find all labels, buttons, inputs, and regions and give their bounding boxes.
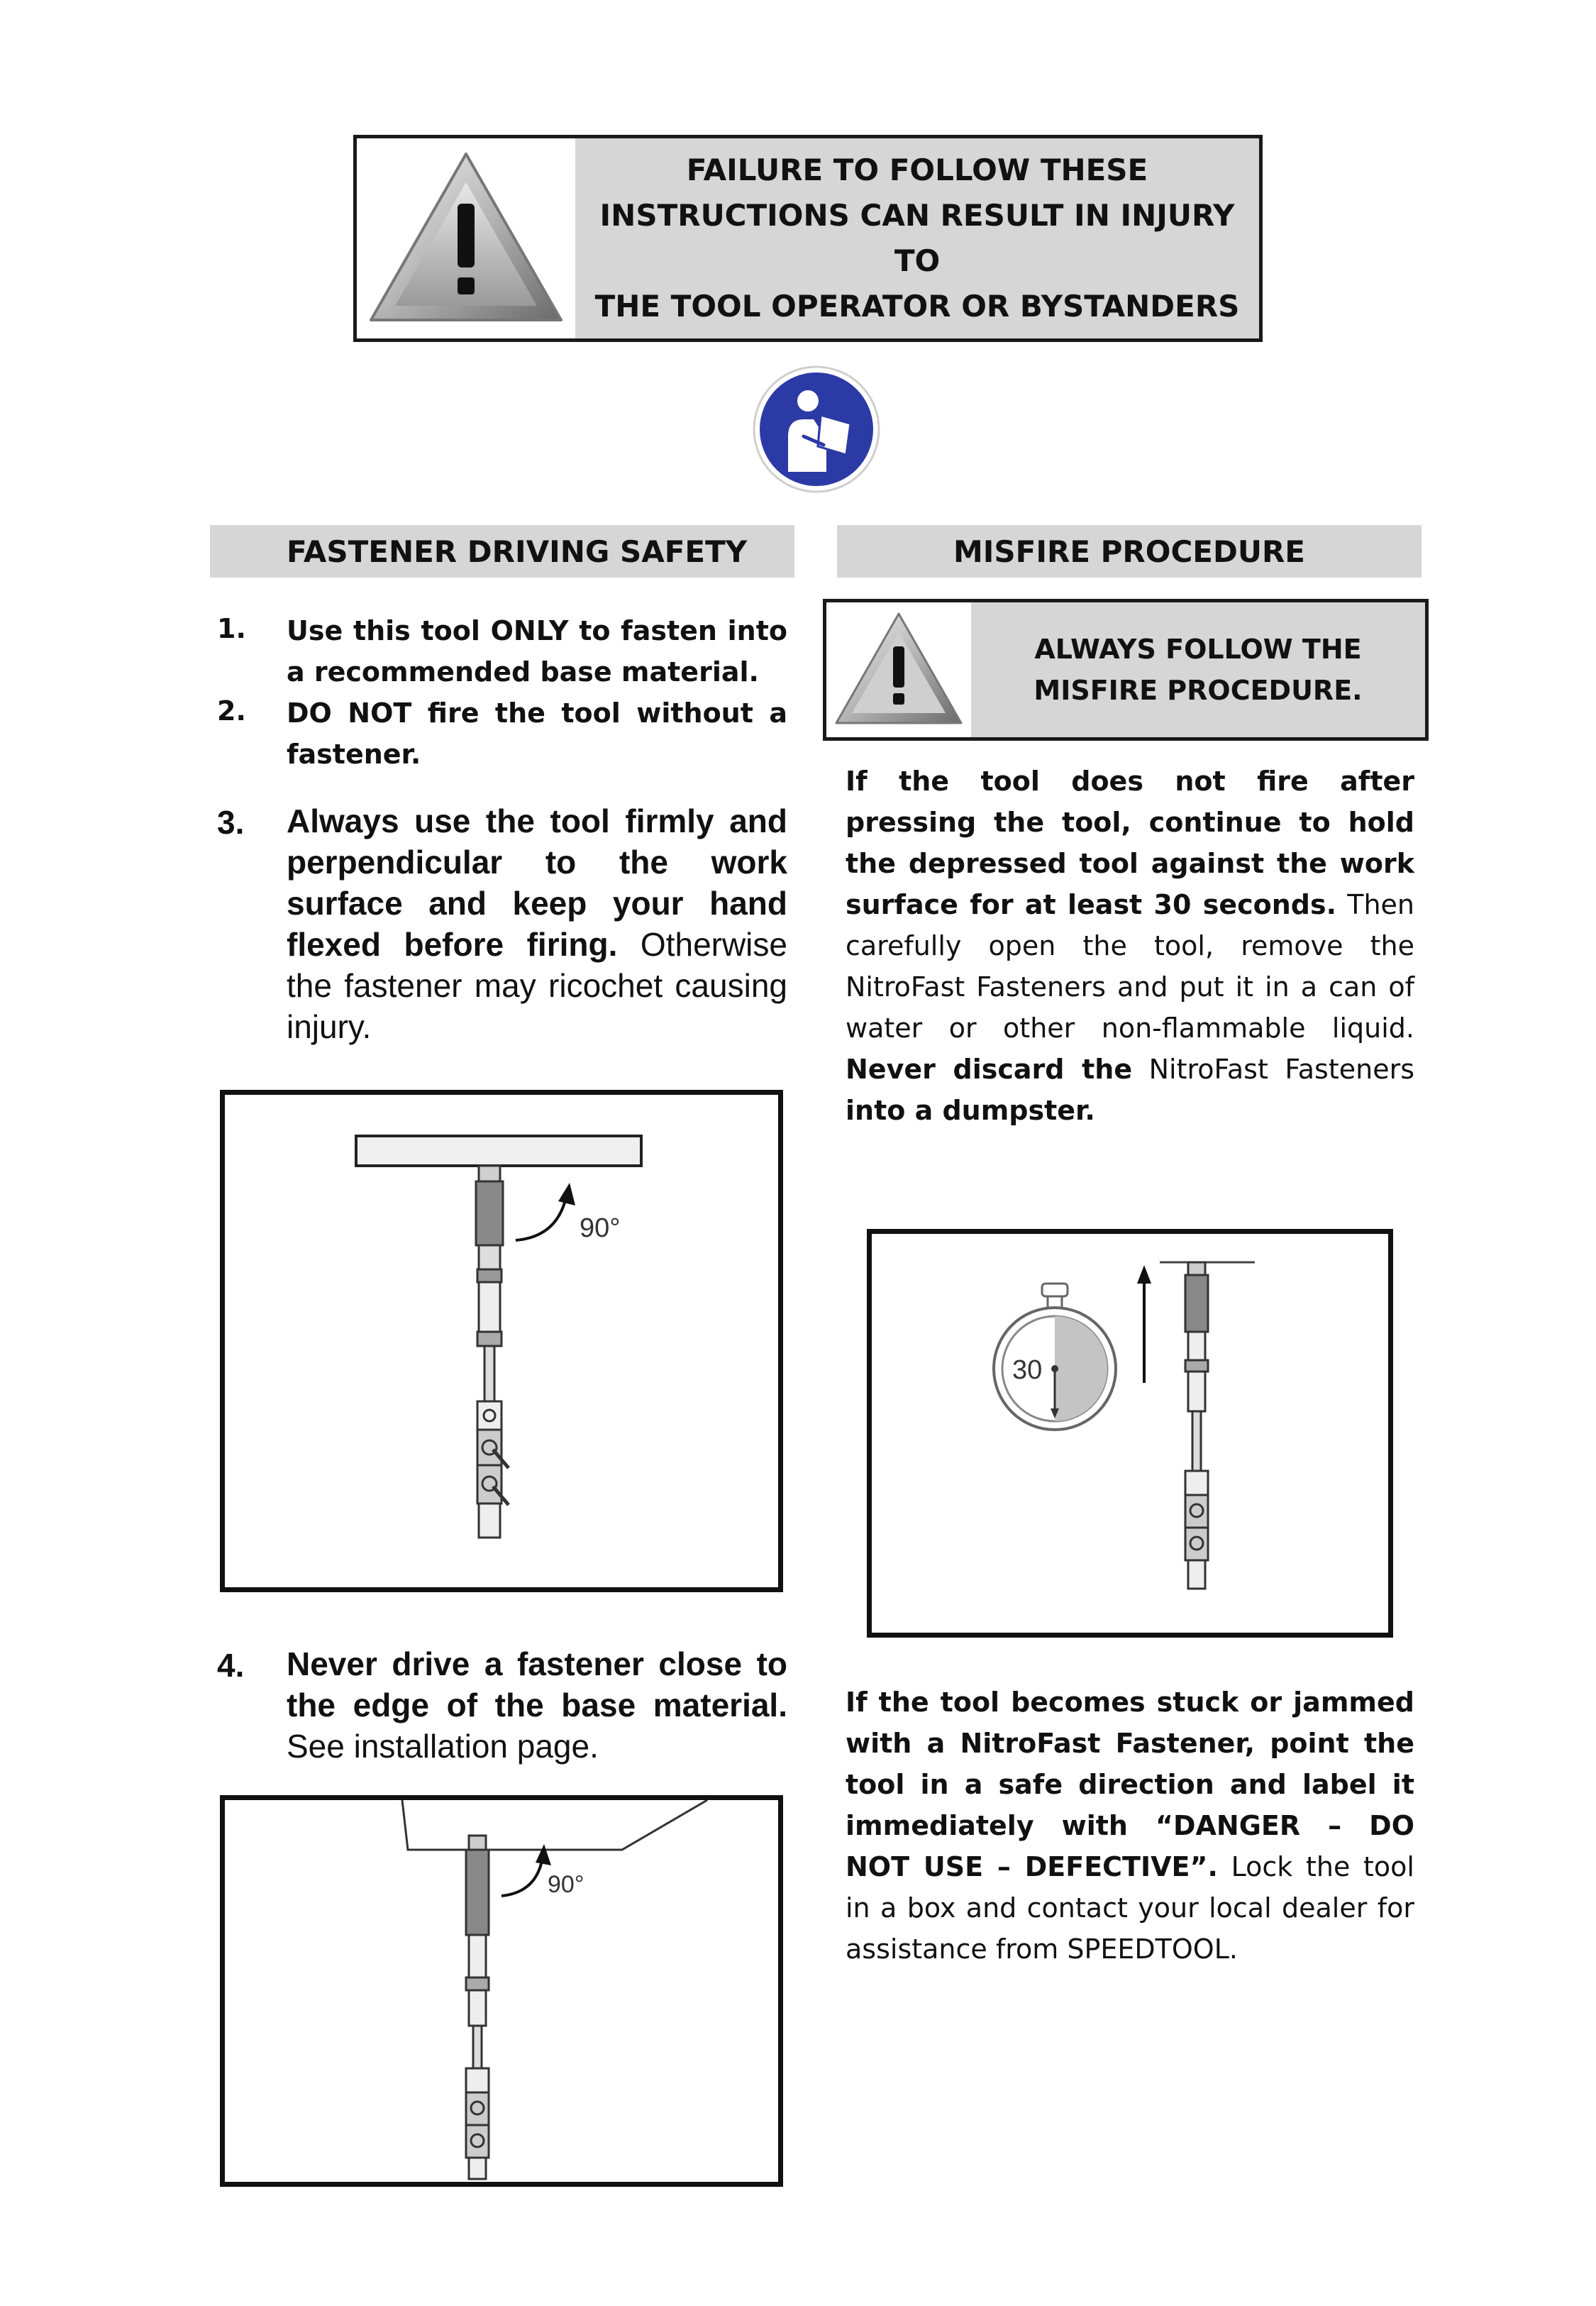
fastener-safety-header: FASTENER DRIVING SAFETY [210,525,794,578]
list-item-4-text [287,1643,787,1767]
warning-banner [353,135,1263,342]
misfire-paragraph-1 [846,761,1414,1131]
figure1-angle-label: 90° [580,1213,621,1243]
list-item-3-text [287,800,787,1047]
list-item-3-number: 3. [217,804,245,841]
warning-line-1: FAILURE TO FOLLOW THESE [686,153,1148,187]
misfire-procedure-header: MISFIRE PROCEDURE [837,525,1422,578]
misfire-warning-box [823,599,1429,741]
list-item-3-normal: Otherwise the fastener may ricochet causing injury. [287,926,787,1045]
warning-triangle-icon [826,602,971,737]
figure2-angle-label: 90° [548,1871,584,1898]
list-item-4-number: 4. [217,1647,245,1684]
misfire-box-text [971,602,1425,737]
warning-line-3: THE TOOL OPERATOR OR BYSTANDERS [594,289,1240,324]
list-item-1-text: Use this tool ONLY to fasten into a recommended base material. [287,615,787,688]
misfire-box-line-2: MISFIRE PROCEDURE. [1033,675,1363,706]
para1-bold-3: into a dumpster. [846,1095,1095,1126]
figure-hold-30-seconds [867,1229,1393,1638]
figure-perpendicular-2 [220,1795,783,2187]
figure-perpendicular-1 [220,1090,783,1592]
list-item-4-bold: Never drive a fastener close to the edge of the base material. [287,1645,787,1723]
para1-bold: If the tool does not fire after pressing the tool, continue to hold the depressed tool against the work surface for at least 30 seconds. [846,766,1414,920]
list-item-1-number: 1. [217,613,246,644]
misfire-box-line-1: ALWAYS FOLLOW THE [1034,634,1362,665]
list-item-2-number: 2. [217,695,246,727]
para2-text: Lock the tool in a box and contact your local dealer for assistance from SPEEDTOOL. [846,1851,1414,1965]
para2-bold: If the tool becomes stuck or jammed with a NitroFast Fastener, point the tool in a safe direction and label it immediately with “DANGER – DO NOT USE – DEFECTIVE”. [846,1687,1414,1882]
misfire-paragraph-2 [846,1682,1414,1970]
warning-triangle-icon [357,138,575,338]
list-item-2-text: DO NOT fire the tool without a fastener. [287,697,787,770]
para1-text-2: NitroFast Fasteners [1148,1054,1414,1085]
warning-line-2: INSTRUCTIONS CAN RESULT IN INJURY TO [599,198,1235,278]
timer-label: 30 [1012,1355,1043,1385]
read-manual-icon [753,365,880,493]
list-item-4-normal: See installation page. [287,1728,599,1765]
list-item-3-bold: Always use the tool firmly and perpendicular to the work surface and keep your hand flexed before firing. [287,802,787,963]
warning-text [575,138,1259,338]
para1-text: Then carefully open the tool, remove the NitroFast Fasteners and put it in a can of water or other non-flammable liquid. [846,889,1414,1044]
para1-bold-2: Never discard the [846,1054,1133,1085]
